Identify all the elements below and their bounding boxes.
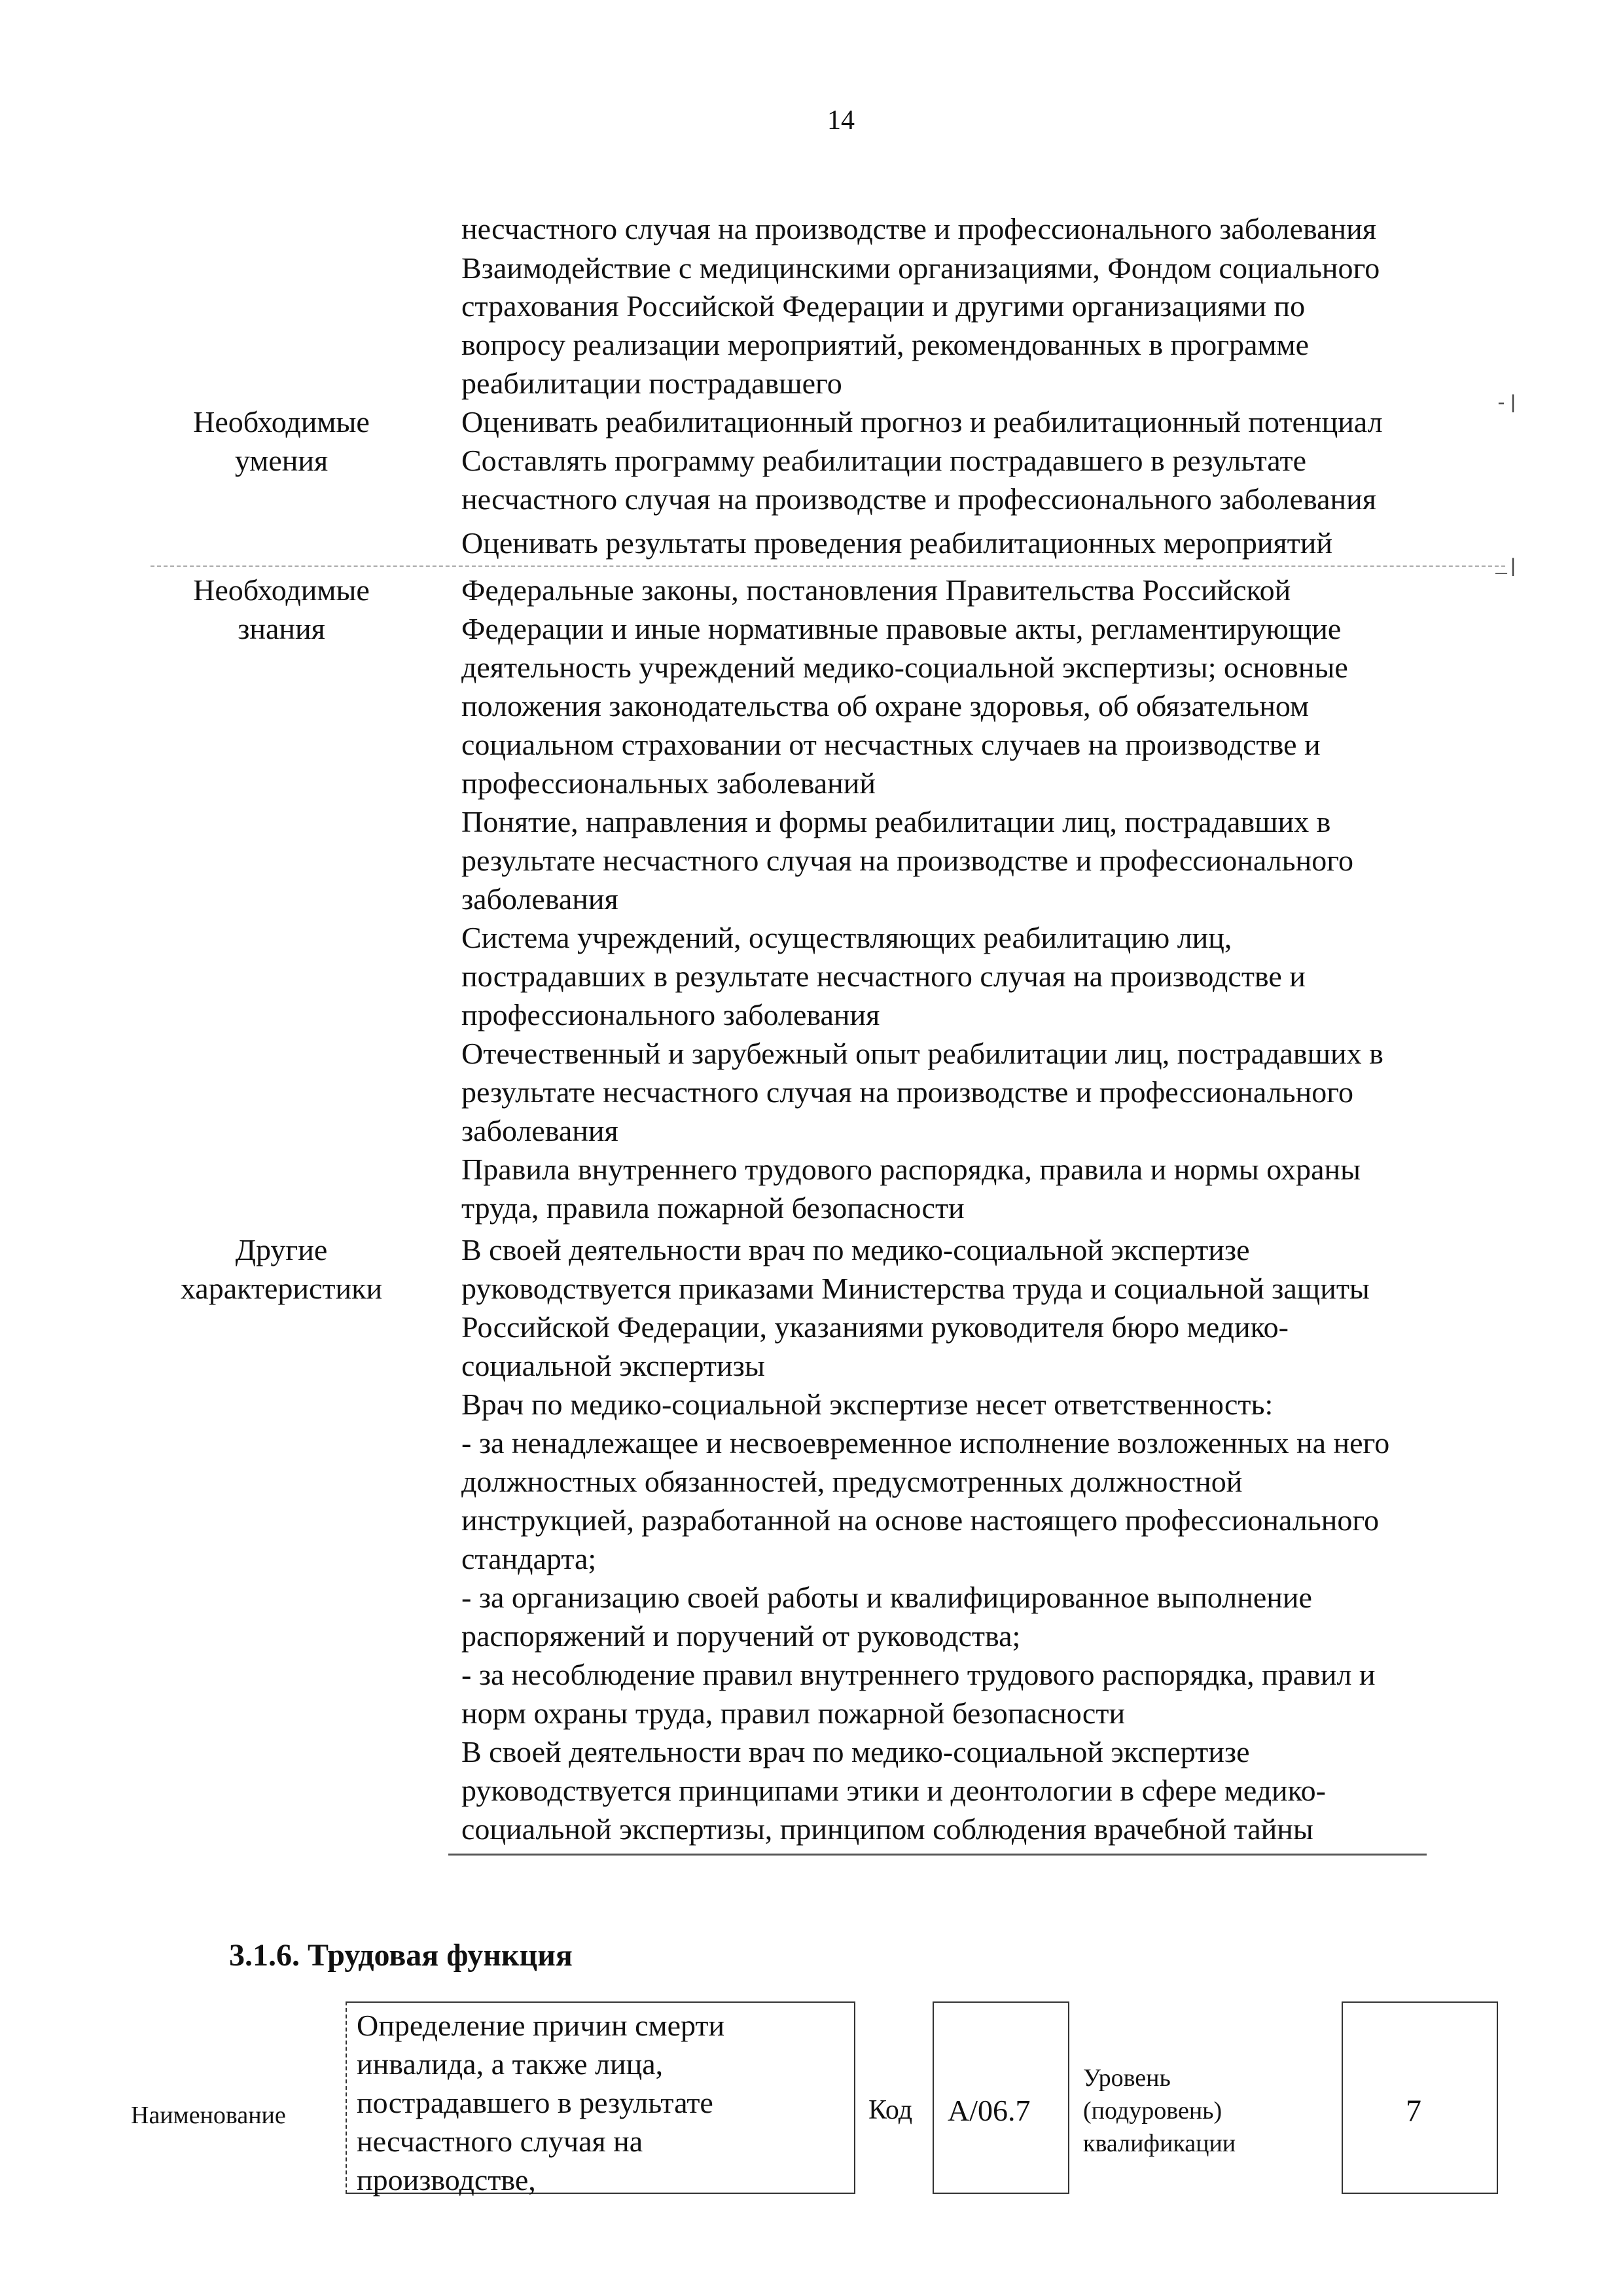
other-line: социальной экспертизы (461, 1349, 765, 1382)
other-line: должностных обязанностей, предусмотренных должностной (461, 1465, 1243, 1498)
knowledge-label-line: знания (238, 612, 325, 645)
other-line: социальной экспертизы, принципом соблюдения врачебной тайны (461, 1812, 1313, 1846)
intro-line: реабилитации пострадавшего (461, 367, 842, 400)
intro-line: вопросу реализации мероприятий, рекомендованных в программе (461, 328, 1310, 361)
other-line: - за несоблюдение правил внутреннего трудового распорядка, правил и (461, 1658, 1376, 1691)
knowledge-line: Понятие, направления и формы реабилитации лиц, пострадавших в (461, 805, 1331, 838)
knowledge-line: деятельность учреждений медико-социальной экспертизы; основные (461, 651, 1348, 684)
other-label-line: Другие (235, 1233, 328, 1266)
knowledge-line: Отечественный и зарубежный опыт реабилитации лиц, пострадавших в (461, 1037, 1383, 1070)
knowledge-line: Правила внутреннего трудового распорядка, правила и нормы охраны (461, 1153, 1361, 1186)
other-line: В своей деятельности врач по медико-социальной экспертизе (461, 1735, 1250, 1768)
intro-line: страхования Российской Федерации и другими организациями по (461, 289, 1306, 323)
knowledge-line: положения законодательства об охране здоровья, об обязательном (461, 689, 1310, 723)
intro-line: Взаимодействие с медицинскими организациями, Фондом социального (461, 251, 1380, 285)
knowledge-line: Система учреждений, осуществляющих реабилитацию лиц, (461, 921, 1232, 954)
name-line: инвалида, а также лица, (357, 2047, 664, 2081)
row-divider (151, 565, 1505, 567)
knowledge-line: профессиональных заболеваний (461, 766, 876, 800)
level-label-line: (подуровень) (1083, 2097, 1222, 2125)
other-line: В своей деятельности врач по медико-социальной экспертизе (461, 1233, 1250, 1266)
name-value (357, 2006, 847, 2199)
knowledge-line: профессионального заболевания (461, 998, 880, 1031)
knowledge-line: Федеральные законы, постановления Правительства Российской (461, 573, 1291, 607)
name-line: несчастного случая на (357, 2125, 643, 2158)
skills-line: Оценивать результаты проведения реабилитационных мероприятий (461, 526, 1332, 560)
name-label: Наименование (131, 2102, 286, 2129)
code-label: Код (868, 2095, 913, 2125)
other-line: норм охраны труда, правил пожарной безопасности (461, 1696, 1126, 1730)
level-label-line: квалификации (1083, 2130, 1236, 2157)
other-label (118, 1230, 445, 1308)
knowledge-label (118, 571, 445, 648)
skills-label (118, 403, 445, 480)
name-line: Определение причин смерти (357, 2009, 725, 2042)
table-bottom-rule (448, 1854, 1427, 1856)
other-line: распоряжений и поручений от руководства; (461, 1619, 1021, 1653)
name-line: производстве, (357, 2163, 536, 2197)
skills-label-line: Необходимые (193, 405, 370, 439)
intro-line: несчастного случая на производстве и профессионального заболевания (461, 212, 1376, 245)
level-value: 7 (1406, 2094, 1421, 2128)
knowledge-line: пострадавших в результате несчастного случая на производстве и (461, 960, 1306, 993)
other-line: стандарта; (461, 1542, 597, 1575)
cell-corner-mark: -| (1495, 393, 1520, 415)
skills-label-line: умения (234, 444, 329, 477)
section-title: 3.1.6. Трудовая функция (229, 1938, 573, 1973)
other-line: руководствуется приказами Министерства труда и социальной защиты (461, 1272, 1370, 1305)
skills-line: Оценивать реабилитационный прогноз и реабилитационный потенциал (461, 405, 1383, 439)
skills-line: Составлять программу реабилитации пострадавшего в результате (461, 444, 1307, 477)
level-label (1083, 2062, 1236, 2160)
other-line: руководствуется принципами этики и деонтологии в сфере медико- (461, 1774, 1326, 1807)
knowledge-line: социальном страховании от несчастных случаев на производстве и (461, 728, 1321, 761)
skills-line: несчастного случая на производстве и профессионального заболевания (461, 482, 1376, 516)
other-line: инструкцией, разработанной на основе настоящего профессионального (461, 1503, 1380, 1537)
page-number: 14 (827, 105, 855, 135)
other-label-line: характеристики (180, 1272, 383, 1305)
knowledge-line: результате несчастного случая на производстве и профессионального (461, 1075, 1353, 1109)
other-line: Российской Федерации, указаниями руководителя бюро медико- (461, 1310, 1289, 1344)
cell-corner-mark: _| (1495, 556, 1520, 579)
knowledge-line: Федерации и иные нормативные правовые акты, регламентирующие (461, 612, 1342, 645)
code-value: А/06.7 (948, 2094, 1031, 2127)
other-line: - за ненадлежащее и несвоевременное исполнение возложенных на него (461, 1426, 1390, 1460)
other-line: - за организацию своей работы и квалифицированное выполнение (461, 1581, 1312, 1614)
knowledge-label-line: Необходимые (193, 573, 370, 607)
name-line: пострадавшего в результате (357, 2086, 713, 2119)
knowledge-line: труда, правила пожарной безопасности (461, 1191, 965, 1225)
knowledge-line: заболевания (461, 1114, 618, 1147)
knowledge-line: результате несчастного случая на производстве и профессионального (461, 844, 1353, 877)
level-label-line: Уровень (1083, 2064, 1171, 2092)
other-line: Врач по медико-социальной экспертизе несет ответственность: (461, 1388, 1274, 1421)
knowledge-line: заболевания (461, 882, 618, 916)
